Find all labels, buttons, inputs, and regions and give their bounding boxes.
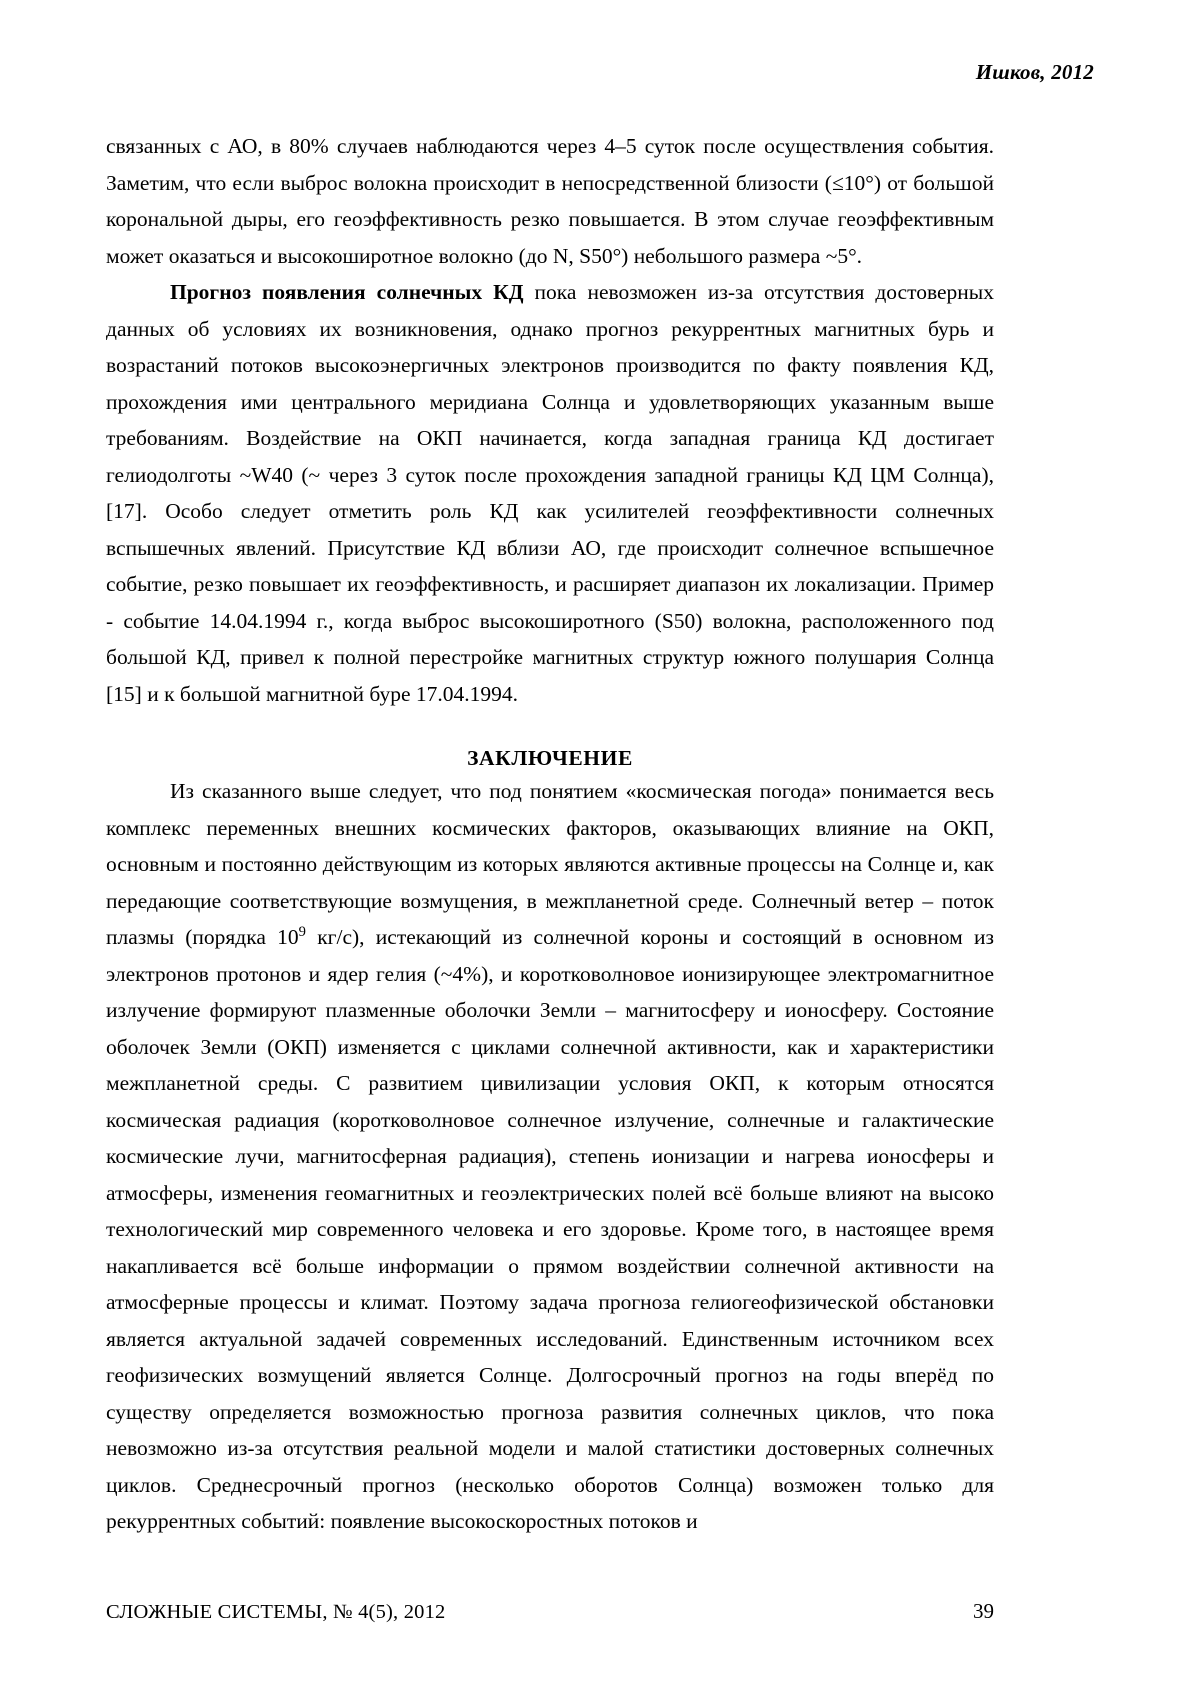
- page-content: [106, 128, 994, 1540]
- paragraph-body-text: пока невозможен из-за отсутствия достоверных данных об условиях их возникновения, однако прогноз рекуррентных магнитных бурь и возрастаний потоков высокоэнергичных электронов производится по факту появления КД, прохождения ими центрального меридиана Солнца и удовлетворяющих указанным выше требованиям. Воздействие на ОКП начинается, когда западная граница КД достигает гелиодолготы ~W40 (~ через 3 суток после прохождения западной границы КД ЦМ Солнца), [17]. Особо следует отметить роль КД как усилителей геоэффективности солнечных вспышечных явлений. Присутствие КД вблизи АО, где происходит солнечное вспышечное событие, резко повышает их геоэффективность, и расширяет диапазон их локализации. Пример - событие 14.04.1994 г., когда выброс высокоширотного (S50) волокна, расположенного под большой КД, привел к полной перестройке магнитных структур южного полушария Солнца [15] и к большой магнитной буре 17.04.1994.: [106, 280, 994, 706]
- running-head: Ишков, 2012: [975, 60, 1094, 84]
- conclusion-paragraph: [106, 773, 994, 1540]
- conclusion-text-part-2: кг/с), истекающий из солнечной короны и состоящий в основном из электронов протонов и ядер гелия (~4%), и коротковолновое ионизирующее электромагнитное излучение формируют плазменные оболочки Земли – магнитосферу и ионосферу. Состояние оболочек Земли (ОКП) изменяется с циклами солнечной активности, как и характеристики межпланетной среды. С развитием цивилизации условия ОКП, к которым относятся космическая радиация (коротковолновое солнечное излучение, солнечные и галактические космические лучи, магнитосферная радиация), степень ионизации и нагрева ионосферы и атмосферы, изменения геомагнитных и геоэлектрических полей всё больше влияют на высоко технологический мир современного человека и его здоровье. Кроме того, в настоящее время накапливается всё больше информации о прямом воздействии солнечной активности на атмосферные процессы и климат. Поэтому задача прогноза гелиогеофизической обстановки является актуальной задачей современных исследований. Единственным источником всех геофизических возмущений является Солнце. Долгосрочный прогноз на годы вперёд по существу определяется возможностью прогноза развития солнечных циклов, что пока невозможно из-за отсутствия реальной модели и малой статистики достоверных солнечных циклов. Среднесрочный прогноз (несколько оборотов Солнца) возможен только для рекуррентных событий: появление высокоскоростных потоков и: [106, 925, 994, 1533]
- conclusion-text-part-1: Из сказанного выше следует, что под понятием «космическая погода» понимается весь комплекс переменных внешних космических факторов, оказывающих влияние на ОКП, основным и постоянно действующим из которых являются активные процессы на Солнце и, как передающие соответствующие возмущения, в межпланетной среде. Солнечный ветер – поток плазмы (порядка 10: [106, 779, 994, 949]
- exponent-value: 9: [298, 923, 306, 940]
- body-paragraph-1: связанных с АО, в 80% случаев наблюдаются через 4–5 суток после осуществления события. Заметим, что если выброс волокна происходит в непосредственной близости (≤10°) от большой корональной дыры, его геоэффективность резко повышается. В этом случае геоэффективным может оказаться и высокоширотное волокно (до N, S50°) небольшого размера ~5°.: [106, 134, 994, 268]
- page-footer: [106, 1599, 994, 1624]
- footer-page-number: 39: [973, 1599, 994, 1623]
- section-heading-conclusion: ЗАКЛЮЧЕНИЕ: [467, 746, 633, 770]
- paragraph-lead-in: Прогноз появления солнечных КД: [170, 280, 524, 304]
- body-paragraph-2: [106, 274, 994, 712]
- footer-journal-title: СЛОЖНЫЕ СИСТЕМЫ, № 4(5), 2012: [106, 1601, 446, 1623]
